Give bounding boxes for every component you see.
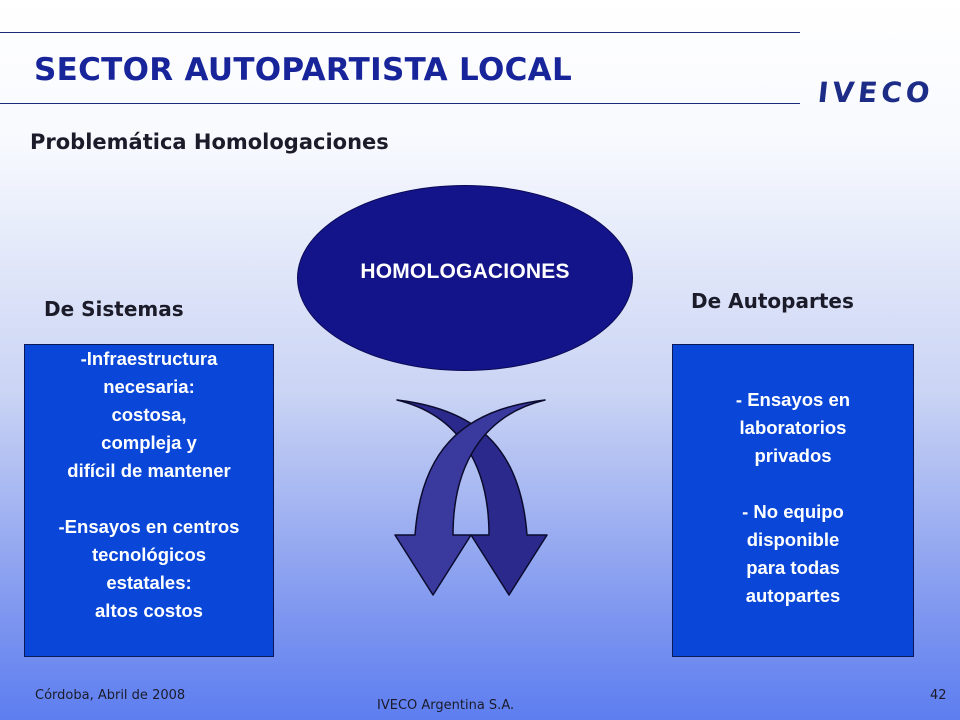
autopartes-line-spacer	[673, 470, 913, 498]
sistemas-line: difícil de mantener	[67, 460, 231, 481]
de-autopartes-heading: De Autopartes	[691, 289, 854, 313]
sistemas-line: compleja y	[101, 432, 197, 453]
de-sistemas-heading: De Sistemas	[44, 297, 184, 321]
page-number: 42	[930, 688, 947, 703]
autopartes-line: autopartes	[745, 585, 841, 606]
sistemas-line: -Infraestructura	[80, 348, 218, 369]
iveco-logo: IVECO	[816, 76, 936, 109]
top-rule	[0, 32, 800, 33]
autopartes-line: - Ensayos en	[735, 389, 851, 410]
autopartes-box	[672, 344, 914, 657]
sistemas-line: altos costos	[95, 600, 203, 621]
slide-title: SECTOR AUTOPARTISTA LOCAL	[34, 52, 572, 88]
sistemas-line: estatales:	[106, 572, 192, 593]
homologaciones-label: HOMOLOGACIONES	[360, 260, 570, 283]
sistemas-line: -Ensayos en centros	[58, 516, 240, 537]
autopartes-line: laboratorios	[739, 417, 847, 438]
autopartes-line: privados	[754, 445, 832, 466]
autopartes-line: - No equipo	[742, 501, 844, 522]
homologaciones-ellipse	[297, 185, 633, 371]
sistemas-line: tecnológicos	[91, 544, 207, 565]
footer-date: Córdoba, Abril de 2008	[35, 688, 186, 703]
autopartes-line: disponible	[746, 529, 840, 550]
title-underline	[0, 103, 800, 104]
autopartes-line: para todas	[746, 557, 840, 578]
sistemas-line: necesaria:	[103, 376, 195, 397]
footer-company: IVECO Argentina S.A.	[377, 698, 515, 713]
slide-subtitle: Problemática Homologaciones	[30, 130, 389, 154]
crossing-arrows-icon	[385, 395, 555, 605]
sistemas-line-spacer	[25, 485, 273, 513]
sistemas-box	[24, 344, 274, 657]
sistemas-line: costosa,	[111, 404, 187, 425]
